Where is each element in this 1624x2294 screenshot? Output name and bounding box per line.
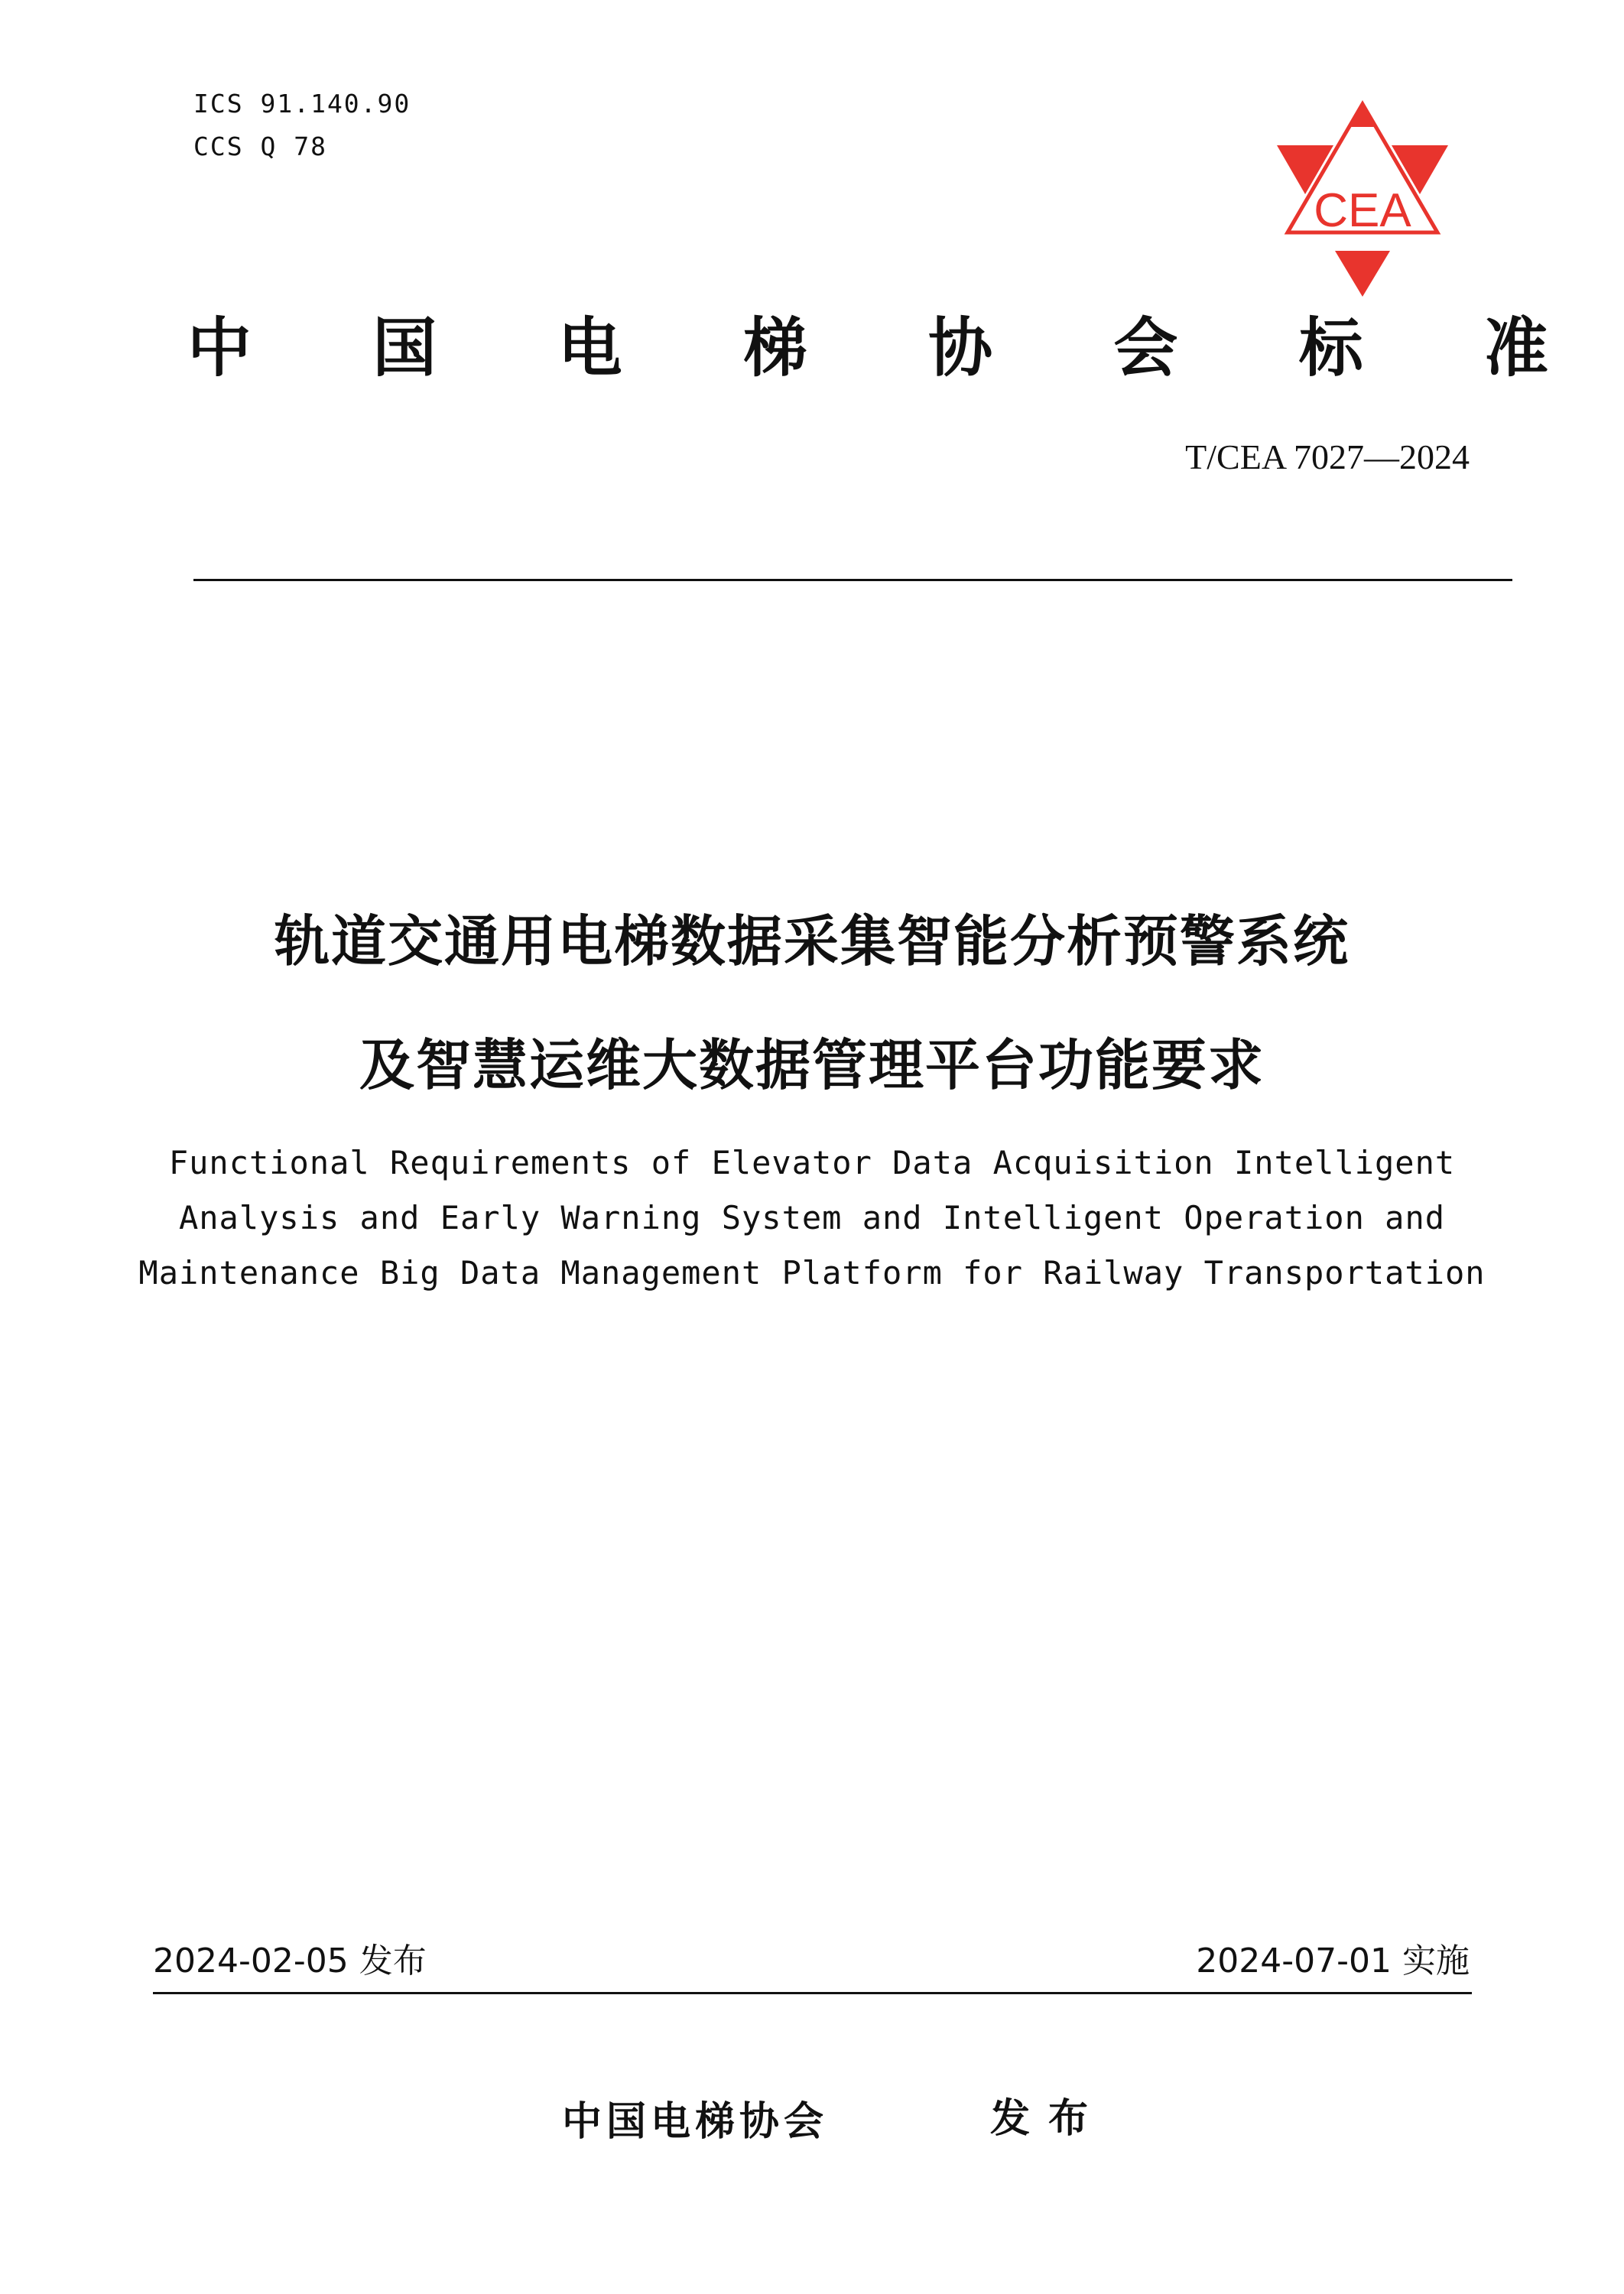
org-title-char: 电: [557, 310, 622, 385]
english-title-line-1: Functional Requirements of Elevator Data Acquisition Intelligent: [168, 1144, 1456, 1181]
org-title-char: 国: [372, 310, 437, 385]
english-title-line-2: Analysis and Early Warning System and Intelligent Operation and: [178, 1199, 1446, 1236]
chinese-title-line-1: 轨道交通用电梯数据采集智能分析预警系统: [274, 909, 1350, 973]
logo-text: CEA: [1314, 184, 1411, 237]
org-title-char: 标: [1298, 310, 1363, 385]
publisher-name: 中国电梯协会: [562, 2099, 829, 2145]
standard-number: T/CEA 7027—2024: [1185, 437, 1470, 476]
chinese-title: [0, 879, 1624, 1127]
ics-code: ICS 91.140.90: [193, 89, 411, 119]
english-title: [0, 1136, 1624, 1301]
implementation-date: 2024-07-01 实施: [1196, 1941, 1470, 1980]
organization-standard-title: [187, 310, 1548, 386]
org-title-char: 准: [1483, 310, 1548, 385]
english-title-line-3: Maintenance Big Data Management Platform for Railway Transportation: [138, 1254, 1486, 1292]
cea-triangle-logo-icon: [1271, 90, 1454, 304]
org-title-char: 中: [187, 310, 252, 385]
org-title-char: 会: [1113, 310, 1178, 385]
publish-label: 发布: [990, 2096, 1107, 2142]
issue-date: 2024-02-05 发布: [153, 1941, 427, 1980]
ccs-code: CCS Q 78: [193, 132, 327, 161]
classification-codes: [193, 83, 411, 168]
bottom-divider: [153, 1992, 1472, 1994]
chinese-title-line-2: 及智慧运维大数据管理平台功能要求: [359, 1033, 1265, 1097]
top-divider: [193, 579, 1512, 581]
org-title-char: 协: [928, 310, 993, 385]
org-title-char: 梯: [742, 310, 807, 385]
